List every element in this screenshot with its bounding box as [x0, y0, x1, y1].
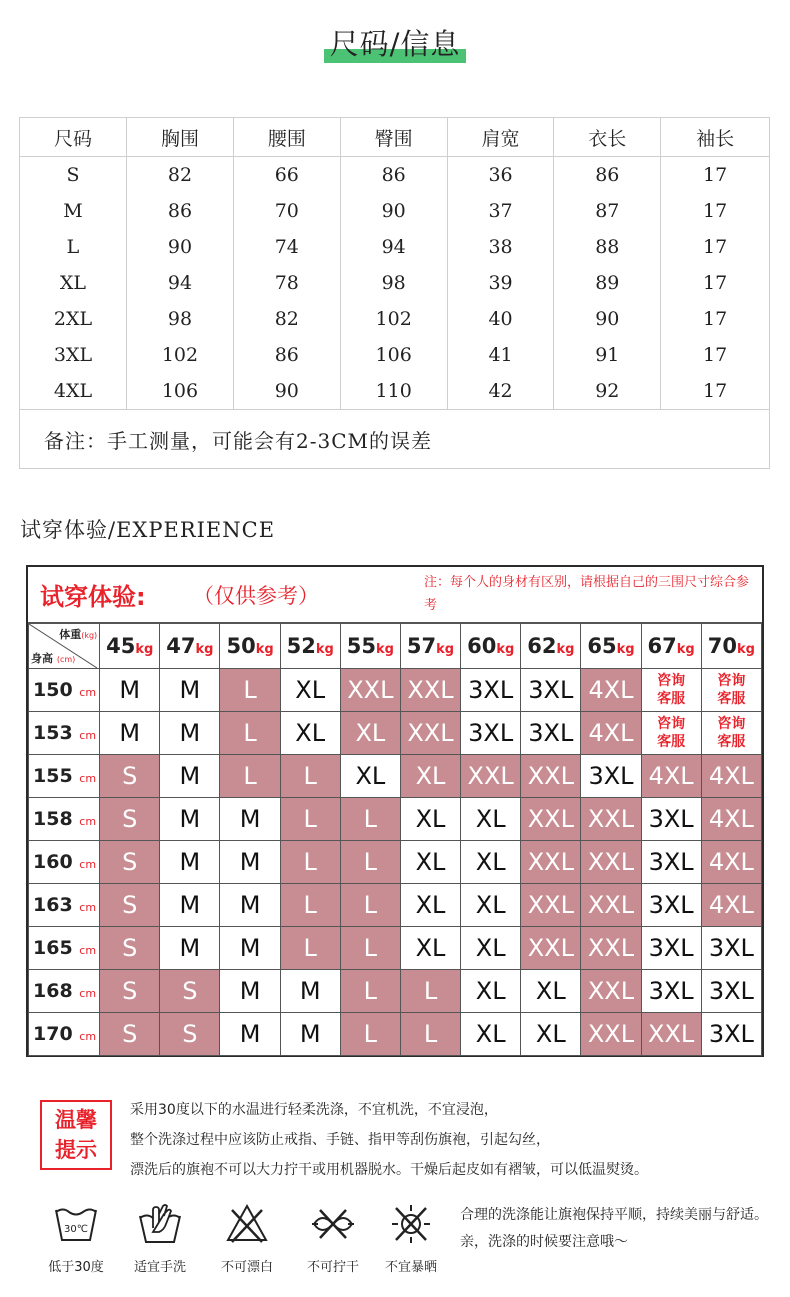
weight-unit: kg	[376, 642, 394, 657]
size-suggestion-cell: L	[340, 970, 400, 1013]
height-value: 150	[33, 679, 73, 701]
care-label: 低于30度	[48, 1260, 104, 1275]
size-suggestion-cell	[641, 669, 701, 712]
size-suggestion-cell: 4XL	[581, 712, 641, 755]
size-suggestion-cell: XXL	[581, 884, 641, 927]
size-table-cell: 42	[447, 373, 554, 410]
weight-header-cell	[160, 624, 220, 669]
height-unit: cm	[79, 944, 97, 957]
size-suggestion-cell: L	[280, 755, 340, 798]
weight-header-cell	[100, 624, 160, 669]
consult-line: 客服	[717, 734, 746, 750]
size-table-row	[20, 229, 770, 265]
care-label: 适宜手洗	[133, 1260, 186, 1275]
size-suggestion-cell: L	[340, 927, 400, 970]
size-suggestion-cell: M	[100, 669, 160, 712]
weight-value: 50	[226, 634, 256, 658]
size-table-cell: 86	[233, 337, 340, 373]
care-item-no-wring	[291, 1202, 375, 1275]
size-suggestion-cell: XXL	[581, 927, 641, 970]
size-suggestion-cell: XXL	[641, 1013, 701, 1056]
size-suggestion-cell: XXL	[581, 970, 641, 1013]
tips-line: 采用30度以下的水温进行轻柔洗涤，不宜机洗，不宜浸泡，	[130, 1102, 498, 1118]
size-suggestion-cell: XXL	[521, 884, 581, 927]
size-suggestion-cell: M	[220, 927, 280, 970]
title-wrap	[0, 22, 790, 63]
size-suggestion-cell: S	[160, 970, 220, 1013]
height-header-cell	[29, 970, 100, 1013]
weight-value: 65	[587, 634, 617, 658]
care-label: 不可漂白	[220, 1260, 273, 1275]
size-table-cell: 102	[126, 337, 233, 373]
height-unit: cm	[79, 772, 97, 785]
tips-badge-line2: 提示	[55, 1138, 97, 1162]
size-table-cell: S	[20, 157, 127, 194]
size-suggestion-cell: L	[400, 970, 460, 1013]
size-suggestion-cell: 3XL	[581, 755, 641, 798]
size-table-cell: 17	[661, 301, 770, 337]
size-suggestion-cell: 3XL	[701, 970, 761, 1013]
consult-line: 咨询	[657, 673, 686, 689]
tips-line: 漂洗后的旗袍不可以大力拧干或用机器脱水。干燥后起皮如有褶皱，可以低温熨烫。	[130, 1162, 648, 1178]
experience-height-row	[29, 970, 762, 1013]
size-suggestion-cell: M	[220, 798, 280, 841]
size-suggestion-cell: XL	[400, 884, 460, 927]
size-table-header-cell: 胸围	[126, 118, 233, 157]
size-table-header	[20, 118, 770, 157]
size-suggestion-cell: 3XL	[641, 884, 701, 927]
size-suggestion-cell: S	[100, 927, 160, 970]
wash-30-icon	[53, 1202, 99, 1246]
size-suggestion-cell: XL	[461, 1013, 521, 1056]
wash-30-icon-text: 30℃	[64, 1224, 88, 1235]
size-suggestion-cell: L	[220, 755, 280, 798]
consult-line: 咨询	[657, 716, 686, 732]
height-unit: cm	[79, 987, 97, 1000]
size-suggestion-cell: L	[220, 712, 280, 755]
size-table-cell: 91	[554, 337, 661, 373]
size-suggestion-cell: M	[220, 884, 280, 927]
corner-height-unit: (cm)	[56, 655, 76, 664]
size-table-row	[20, 265, 770, 301]
size-table-cell: 70	[233, 193, 340, 229]
weight-value: 62	[527, 634, 557, 658]
size-suggestion-cell	[701, 712, 761, 755]
size-table-row	[20, 193, 770, 229]
weight-value: 67	[647, 634, 677, 658]
size-suggestion-cell: L	[280, 927, 340, 970]
experience-header	[28, 567, 762, 623]
height-value: 168	[33, 980, 73, 1002]
size-suggestion-cell: L	[340, 1013, 400, 1056]
size-suggestion-cell: XL	[461, 798, 521, 841]
experience-grid	[28, 623, 762, 1056]
consult-line: 咨询	[717, 716, 746, 732]
size-suggestion-cell: M	[160, 927, 220, 970]
no-wring-icon	[308, 1202, 358, 1246]
closing-text: 合理的洗涤能让旗袍保持平顺，持续美丽与舒适。亲，洗涤的时候要注意哦～	[460, 1207, 768, 1250]
size-suggestion-cell: XXL	[521, 927, 581, 970]
size-suggestion-cell: 3XL	[641, 927, 701, 970]
size-table-cell: 90	[233, 373, 340, 410]
size-table-cell: 17	[661, 157, 770, 194]
care-item-no-sun	[369, 1202, 453, 1275]
experience-height-row	[29, 798, 762, 841]
size-suggestion-cell: L	[280, 841, 340, 884]
height-header-cell	[29, 755, 100, 798]
corner-weight-unit: (kg)	[81, 631, 98, 640]
size-table-cell: 94	[126, 265, 233, 301]
size-table-cell: 17	[661, 265, 770, 301]
size-table-cell: 92	[554, 373, 661, 410]
tips-badge-line1: 温馨	[55, 1108, 97, 1132]
height-unit: cm	[79, 1030, 97, 1043]
size-suggestion-cell: XXL	[340, 669, 400, 712]
size-suggestion-cell: M	[160, 755, 220, 798]
weight-value: 70	[707, 634, 737, 658]
height-unit: cm	[79, 729, 97, 742]
care-label: 不宜暴晒	[384, 1260, 437, 1275]
size-suggestion-cell: S	[100, 755, 160, 798]
size-table-row	[20, 337, 770, 373]
size-suggestion-cell: L	[280, 884, 340, 927]
size-suggestion-cell: XL	[400, 841, 460, 884]
size-suggestion-cell: XL	[400, 927, 460, 970]
size-suggestion-cell	[641, 712, 701, 755]
size-table-cell: M	[20, 193, 127, 229]
size-suggestion-cell: M	[160, 841, 220, 884]
size-suggestion-cell: M	[160, 798, 220, 841]
consult-line: 客服	[657, 734, 686, 750]
size-table-header-cell: 尺码	[20, 118, 127, 157]
size-table-cell: 82	[233, 301, 340, 337]
size-table-cell: 17	[661, 193, 770, 229]
size-table-cell: 41	[447, 337, 554, 373]
size-table-header-cell: 腰围	[233, 118, 340, 157]
experience-heading: 试穿体验/EXPERIENCE	[20, 518, 276, 542]
size-suggestion-cell: XL	[521, 1013, 581, 1056]
size-table-header-cell: 肩宽	[447, 118, 554, 157]
weight-unit: kg	[315, 642, 334, 657]
size-suggestion-cell: XXL	[400, 669, 460, 712]
size-suggestion-cell: L	[340, 884, 400, 927]
page-title-text: 尺码/信息	[329, 27, 461, 61]
size-suggestion-cell: M	[100, 712, 160, 755]
size-suggestion-cell: M	[160, 669, 220, 712]
experience-height-row	[29, 884, 762, 927]
size-suggestion-cell: M	[220, 970, 280, 1013]
size-table-row	[20, 373, 770, 410]
weight-header-cell	[581, 624, 641, 669]
size-suggestion-cell: S	[100, 1013, 160, 1056]
size-suggestion-cell: 3XL	[461, 669, 521, 712]
experience-label: 试穿体验:	[40, 583, 146, 611]
size-suggestion-cell: M	[220, 841, 280, 884]
height-unit: cm	[79, 815, 97, 828]
weight-unit: kg	[556, 642, 575, 657]
weight-unit: kg	[496, 642, 515, 657]
weight-unit: kg	[436, 642, 455, 657]
size-table-cell: 98	[126, 301, 233, 337]
no-sun-icon	[388, 1202, 434, 1246]
size-suggestion-cell: M	[160, 712, 220, 755]
experience-reference: （仅供参考）	[193, 584, 319, 608]
weight-header-cell	[220, 624, 280, 669]
size-suggestion-cell: XL	[461, 884, 521, 927]
size-table-cell: 3XL	[20, 337, 127, 373]
hand-wash-icon	[137, 1202, 183, 1246]
tips-badge	[40, 1100, 112, 1170]
size-suggestion-cell: XL	[400, 798, 460, 841]
size-suggestion-cell: XL	[340, 712, 400, 755]
size-suggestion-cell: 4XL	[581, 669, 641, 712]
height-unit: cm	[79, 686, 97, 699]
height-value: 170	[33, 1023, 73, 1045]
consult-line: 客服	[717, 691, 746, 707]
size-table-cell: 98	[340, 265, 447, 301]
experience-weight-row	[29, 624, 762, 669]
height-value: 158	[33, 808, 73, 830]
size-table-header-cell: 袖长	[661, 118, 770, 157]
size-suggestion-cell: XXL	[521, 841, 581, 884]
height-header-cell	[29, 669, 100, 712]
size-suggestion-cell: XXL	[461, 755, 521, 798]
size-suggestion-cell: XXL	[400, 712, 460, 755]
size-suggestion-cell: XL	[340, 755, 400, 798]
weight-unit: kg	[676, 642, 695, 657]
size-table-cell: 94	[340, 229, 447, 265]
care-label: 不可拧干	[306, 1260, 359, 1275]
size-table-cell: 106	[126, 373, 233, 410]
size-table-cell: 87	[554, 193, 661, 229]
size-note: 备注：手工测量，可能会有2-3CM的误差	[20, 410, 770, 469]
size-suggestion-cell: 3XL	[641, 798, 701, 841]
height-value: 153	[33, 722, 73, 744]
height-header-cell	[29, 798, 100, 841]
size-suggestion-cell: S	[100, 884, 160, 927]
corner-height	[31, 650, 75, 666]
weight-value: 60	[467, 634, 497, 658]
size-suggestion-cell: 3XL	[641, 841, 701, 884]
size-table-cell: 17	[661, 229, 770, 265]
size-table-cell: 38	[447, 229, 554, 265]
size-table-cell: 106	[340, 337, 447, 373]
height-value: 165	[33, 937, 73, 959]
size-suggestion-cell: XXL	[581, 1013, 641, 1056]
size-suggestion-cell: XXL	[581, 841, 641, 884]
size-suggestion-cell: 3XL	[701, 1013, 761, 1056]
size-suggestion-cell: 4XL	[641, 755, 701, 798]
experience-height-row	[29, 927, 762, 970]
size-suggestion-cell: 4XL	[701, 755, 761, 798]
size-suggestion-cell: S	[160, 1013, 220, 1056]
page-title	[324, 22, 467, 63]
size-suggestion-cell: L	[280, 798, 340, 841]
experience-height-row	[29, 841, 762, 884]
size-suggestion-cell: 4XL	[701, 841, 761, 884]
size-suggestion-cell: S	[100, 841, 160, 884]
height-value: 160	[33, 851, 73, 873]
size-suggestion-cell: 3XL	[521, 712, 581, 755]
experience-height-row	[29, 669, 762, 712]
size-table-cell: 90	[340, 193, 447, 229]
corner-weight-text: 体重	[59, 628, 82, 641]
experience-height-row	[29, 712, 762, 755]
experience-height-row	[29, 755, 762, 798]
size-table-header-cell: 臀围	[340, 118, 447, 157]
size-suggestion-cell: XXL	[521, 755, 581, 798]
weight-header-cell	[461, 624, 521, 669]
size-table-cell: 86	[126, 193, 233, 229]
size-suggestion-cell: 4XL	[701, 884, 761, 927]
height-header-cell	[29, 712, 100, 755]
weight-value: 52	[286, 634, 316, 658]
size-suggestion-cell: XL	[280, 712, 340, 755]
height-header-cell	[29, 841, 100, 884]
size-table-cell: 88	[554, 229, 661, 265]
size-table-cell: 2XL	[20, 301, 127, 337]
no-bleach-icon	[224, 1202, 270, 1246]
height-value: 155	[33, 765, 73, 787]
experience-corner	[29, 624, 100, 669]
size-suggestion-cell	[701, 669, 761, 712]
size-table-cell: 86	[340, 157, 447, 194]
corner-height-text: 身高	[31, 652, 53, 665]
size-suggestion-cell: 3XL	[521, 669, 581, 712]
experience-height-row	[29, 1013, 762, 1056]
size-table-cell: 86	[554, 157, 661, 194]
weight-unit: kg	[135, 642, 154, 657]
weight-value: 45	[106, 634, 136, 658]
weight-unit: kg	[616, 642, 635, 657]
consult-line: 客服	[657, 691, 686, 707]
care-item-no-bleach	[205, 1202, 289, 1275]
size-suggestion-cell: XL	[400, 755, 460, 798]
size-table-header-cell: 衣长	[554, 118, 661, 157]
size-suggestion-cell: XL	[461, 841, 521, 884]
weight-header-cell	[701, 624, 761, 669]
height-unit: cm	[79, 901, 97, 914]
size-suggestion-cell: 3XL	[641, 970, 701, 1013]
care-item-hand-wash	[118, 1202, 202, 1275]
size-table-cell: 37	[447, 193, 554, 229]
care-item-wash-30	[34, 1202, 118, 1275]
size-table	[19, 117, 770, 469]
size-suggestion-cell: XL	[280, 669, 340, 712]
size-table-cell: L	[20, 229, 127, 265]
size-suggestion-cell: M	[220, 1013, 280, 1056]
experience-note: 注：每个人的身材有区别，请根据自己的三围尺寸综合参考	[424, 575, 750, 613]
size-table-cell: 66	[233, 157, 340, 194]
size-suggestion-cell: M	[160, 884, 220, 927]
size-suggestion-cell: XL	[461, 927, 521, 970]
consult-line: 咨询	[717, 673, 746, 689]
weight-unit: kg	[737, 642, 755, 657]
size-table-cell: 36	[447, 157, 554, 194]
size-table-cell: 78	[233, 265, 340, 301]
size-table-cell: 4XL	[20, 373, 127, 410]
size-table-cell: 17	[661, 373, 770, 410]
weight-unit: kg	[195, 642, 214, 657]
size-table-cell: 89	[554, 265, 661, 301]
size-table-cell: 82	[126, 157, 233, 194]
weight-header-cell	[641, 624, 701, 669]
size-suggestion-cell: L	[400, 1013, 460, 1056]
tips-line: 整个洗涤过程中应该防止戒指、手链、指甲等刮伤旗袍，引起勾丝，	[130, 1132, 550, 1148]
size-suggestion-cell: XL	[521, 970, 581, 1013]
size-table-note-row	[20, 410, 770, 469]
experience-panel	[26, 565, 764, 1057]
weight-header-cell	[400, 624, 460, 669]
weight-value: 47	[166, 634, 196, 658]
size-suggestion-cell: 4XL	[701, 798, 761, 841]
size-suggestion-cell: XXL	[581, 798, 641, 841]
size-suggestion-cell: M	[280, 1013, 340, 1056]
size-table-cell: 17	[661, 337, 770, 373]
size-table-cell: 110	[340, 373, 447, 410]
size-suggestion-cell: M	[280, 970, 340, 1013]
size-suggestion-cell: XL	[461, 970, 521, 1013]
weight-header-cell	[280, 624, 340, 669]
size-table-row	[20, 157, 770, 194]
size-suggestion-cell: XXL	[521, 798, 581, 841]
size-table-cell: 90	[126, 229, 233, 265]
size-table-cell: 39	[447, 265, 554, 301]
size-suggestion-cell: L	[340, 798, 400, 841]
weight-value: 55	[346, 634, 376, 658]
size-suggestion-cell: 3XL	[701, 927, 761, 970]
weight-value: 57	[406, 634, 437, 658]
size-suggestion-cell: L	[220, 669, 280, 712]
weight-header-cell	[521, 624, 581, 669]
height-header-cell	[29, 884, 100, 927]
size-suggestion-cell: S	[100, 798, 160, 841]
size-suggestion-cell: 3XL	[461, 712, 521, 755]
weight-unit: kg	[255, 642, 274, 657]
size-suggestion-cell: S	[100, 970, 160, 1013]
size-table-cell: 40	[447, 301, 554, 337]
height-header-cell	[29, 927, 100, 970]
size-table-cell: XL	[20, 265, 127, 301]
size-suggestion-cell: L	[340, 841, 400, 884]
corner-weight	[59, 626, 97, 642]
height-header-cell	[29, 1013, 100, 1056]
height-value: 163	[33, 894, 73, 916]
weight-header-cell	[340, 624, 400, 669]
size-table-cell: 102	[340, 301, 447, 337]
height-unit: cm	[79, 858, 97, 871]
tips-text	[130, 1095, 648, 1185]
size-table-cell: 90	[554, 301, 661, 337]
size-table-row	[20, 301, 770, 337]
size-table-cell: 74	[233, 229, 340, 265]
